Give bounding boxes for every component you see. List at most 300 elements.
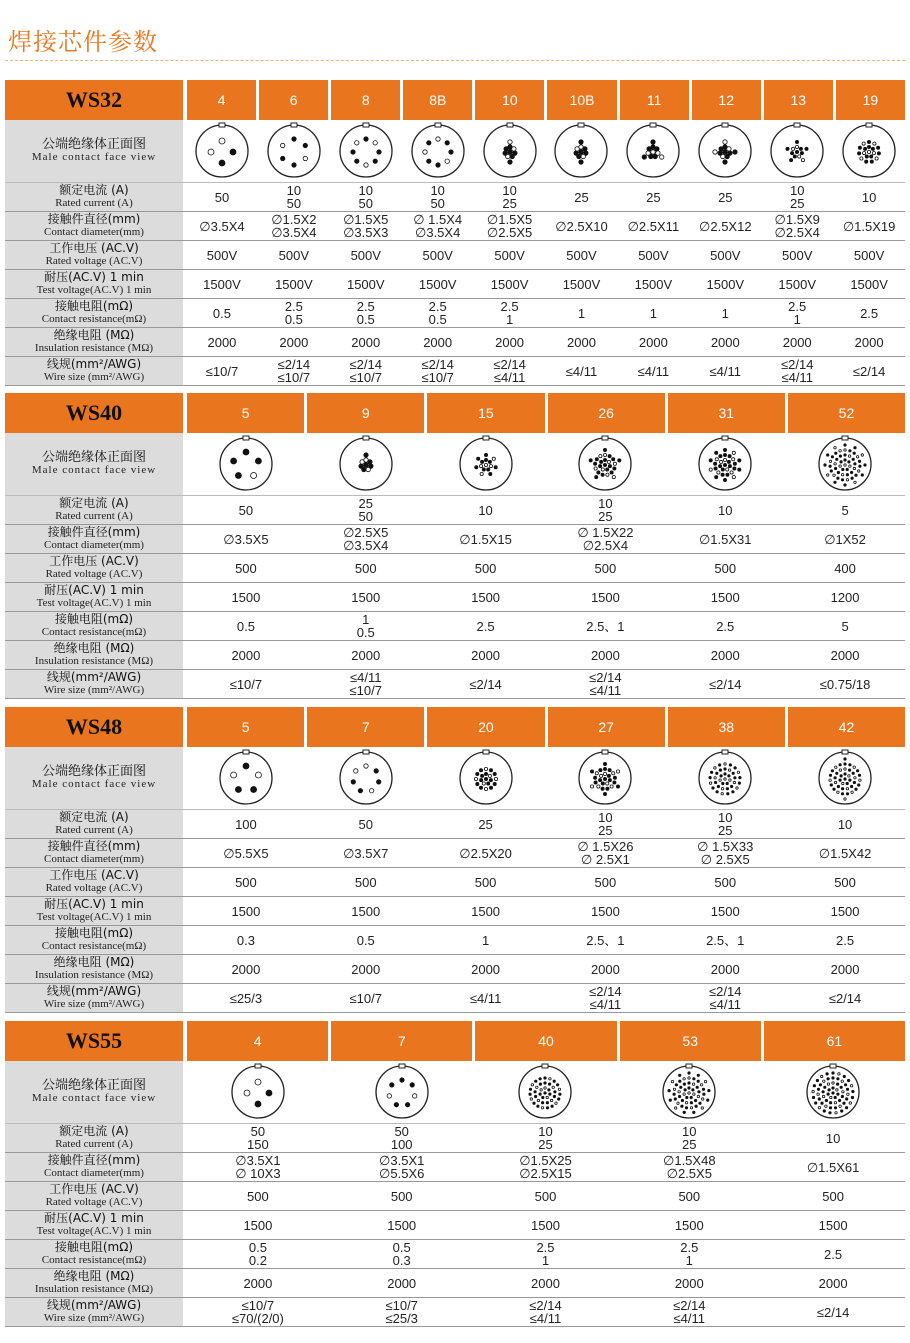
contact-pin bbox=[608, 774, 611, 777]
spec-value: 50 bbox=[394, 1124, 409, 1139]
contact-pin bbox=[612, 772, 615, 775]
spec-value: 0.5 bbox=[356, 932, 375, 948]
contact-pin bbox=[832, 1087, 834, 1089]
contact-pin bbox=[734, 462, 737, 465]
spec-value: ≤2/14 bbox=[828, 990, 862, 1006]
spec-value-cell bbox=[186, 299, 258, 327]
spec-value-cell bbox=[665, 496, 785, 524]
contact-pin bbox=[537, 1105, 539, 1107]
contact-pin bbox=[703, 1093, 705, 1095]
contact-pin bbox=[719, 764, 721, 766]
contact-pin bbox=[602, 468, 605, 471]
contact-pin bbox=[684, 1089, 686, 1091]
row-label-cn: 耐压(AC.V) 1 min bbox=[44, 270, 144, 284]
spec-row-test bbox=[5, 1211, 905, 1240]
contact-pin bbox=[841, 1095, 843, 1097]
spec-value: 2.5、1 bbox=[586, 618, 625, 634]
spec-value-cell bbox=[186, 955, 306, 983]
contact-pin bbox=[724, 458, 727, 461]
row-label-insulation bbox=[5, 955, 186, 983]
contact-pin bbox=[849, 1102, 851, 1104]
spec-value: 1500V bbox=[850, 276, 888, 292]
contact-pin bbox=[579, 150, 583, 154]
contact-pin bbox=[480, 460, 483, 463]
contact-pin bbox=[600, 460, 603, 463]
spec-value: ≤2/14 bbox=[421, 357, 454, 372]
spec-value-cell bbox=[330, 183, 402, 211]
row-label-en: Rated voltage (AC.V) bbox=[45, 882, 143, 894]
spec-value-cell bbox=[545, 525, 665, 553]
spec-value: ≤2/14 bbox=[589, 984, 622, 999]
spec-value: 100 bbox=[390, 1137, 413, 1152]
series-header bbox=[5, 393, 905, 433]
contact-pin bbox=[364, 137, 368, 141]
contact-pin bbox=[841, 793, 843, 795]
spec-value: 500 bbox=[235, 560, 257, 576]
contact-pin bbox=[827, 474, 829, 476]
spec-value: ≤0.75/18 bbox=[819, 676, 871, 692]
spec-value: 500 bbox=[354, 560, 377, 576]
contact-pin bbox=[544, 1077, 546, 1079]
contact-pin bbox=[714, 777, 716, 779]
spec-value: 2.5 bbox=[428, 299, 447, 314]
connector-face-diagram bbox=[661, 1064, 717, 1120]
contact-pin bbox=[727, 147, 731, 151]
spec-row-current bbox=[5, 1124, 905, 1153]
contact-pin bbox=[865, 155, 868, 158]
row-label-cn: 额定电流 (A) bbox=[59, 1124, 129, 1138]
row-label-face bbox=[5, 747, 186, 809]
face-cell bbox=[186, 433, 306, 495]
spec-value: 500V bbox=[853, 247, 885, 263]
contact-pin bbox=[507, 140, 511, 144]
face-cell bbox=[545, 433, 665, 495]
contact-pin bbox=[852, 1090, 854, 1092]
spec-value-cell bbox=[426, 810, 546, 838]
spec-value-cell bbox=[689, 270, 761, 298]
spec-cells bbox=[186, 810, 905, 838]
contact-pin bbox=[683, 1083, 685, 1085]
spec-value: 0.5 bbox=[236, 618, 255, 634]
contact-pin bbox=[507, 150, 511, 154]
spec-value-cell bbox=[761, 357, 833, 385]
spec-value-cell bbox=[617, 1211, 761, 1239]
row-label-cn: 线规(mm²/AWG) bbox=[46, 357, 142, 371]
contact-pin bbox=[830, 784, 832, 786]
contact-pin bbox=[604, 463, 607, 466]
spec-value: 25 bbox=[502, 196, 517, 211]
spec-value-cell bbox=[545, 641, 665, 669]
contact-pin bbox=[674, 1088, 676, 1090]
spec-value-cell bbox=[761, 212, 833, 240]
spec-value: 2.5、1 bbox=[706, 932, 745, 948]
contact-pin bbox=[647, 147, 651, 151]
spec-value: 1500V bbox=[562, 276, 601, 292]
contact-pin bbox=[475, 782, 478, 785]
row-label-cn: 工作电压 (AC.V) bbox=[49, 554, 139, 568]
row-label-cn: 接触件直径(mm) bbox=[47, 212, 141, 226]
spec-value: ∅2.5X4 bbox=[582, 538, 629, 553]
spec-value-cell bbox=[617, 1153, 761, 1181]
contact-pin bbox=[445, 141, 449, 145]
row-label-cn: 线规(mm²/AWG) bbox=[46, 1298, 142, 1312]
spec-value-cell bbox=[617, 299, 689, 327]
contact-pin bbox=[724, 768, 726, 770]
spec-value-cell bbox=[186, 641, 306, 669]
contact-pin bbox=[719, 769, 721, 771]
row-label-cn: 公端绝缘体正面图 bbox=[41, 764, 146, 779]
contact-pin bbox=[817, 1088, 819, 1090]
contact-pin bbox=[594, 462, 597, 465]
spec-value-cell bbox=[186, 583, 306, 611]
row-label-voltage bbox=[5, 1182, 186, 1210]
spec-value-cell bbox=[474, 1298, 618, 1326]
contact-pin bbox=[488, 774, 491, 777]
contact-pin bbox=[837, 791, 839, 793]
connector-face-diagram bbox=[517, 1064, 573, 1120]
row-label-en: Rated current (A) bbox=[55, 197, 133, 209]
spec-value: 2000 bbox=[471, 647, 501, 663]
contact-pin bbox=[821, 1102, 823, 1104]
contact-pin bbox=[827, 1083, 829, 1085]
spec-value: 2000 bbox=[674, 1275, 704, 1291]
spec-row-voltage bbox=[5, 868, 905, 897]
spec-cells bbox=[186, 1269, 905, 1297]
contact-pin bbox=[594, 781, 597, 784]
spec-value: 500 bbox=[390, 1188, 413, 1204]
contact-pin bbox=[494, 466, 497, 469]
spec-value-cell bbox=[617, 1124, 761, 1152]
contact-pin bbox=[805, 147, 808, 150]
contact-pin bbox=[822, 1095, 824, 1097]
spec-value: 2.5 bbox=[860, 305, 879, 321]
spec-value: 10 bbox=[837, 816, 853, 832]
contact-pin bbox=[486, 468, 489, 471]
spec-value: 25 bbox=[538, 1137, 553, 1152]
spec-value-cell bbox=[474, 1124, 618, 1152]
contact-pin bbox=[688, 1092, 690, 1094]
spec-value-cell bbox=[330, 1298, 474, 1326]
connector-face-diagram bbox=[338, 123, 394, 179]
row-label-cn: 线规(mm²/AWG) bbox=[46, 670, 142, 684]
row-label-en: Insulation resistance (MΩ) bbox=[34, 342, 154, 354]
contact-pin bbox=[604, 792, 607, 795]
spec-value-cell bbox=[330, 1240, 474, 1268]
spec-value: 2.5 bbox=[716, 618, 735, 634]
spec-value: 2000 bbox=[351, 647, 381, 663]
contact-pin bbox=[850, 785, 852, 787]
spec-value: ≤2/14 bbox=[349, 357, 382, 372]
contact-pin bbox=[843, 1102, 845, 1104]
contact-pin bbox=[825, 1105, 827, 1107]
contact-pin bbox=[852, 772, 854, 774]
contact-pin bbox=[877, 146, 880, 149]
contact-pin bbox=[231, 772, 237, 778]
spec-value: 2000 bbox=[567, 334, 596, 350]
contact-pin bbox=[837, 785, 839, 787]
contact-pin bbox=[850, 471, 852, 473]
spec-value-cell bbox=[186, 868, 306, 896]
contact-pin bbox=[841, 1080, 843, 1082]
spec-value-cell bbox=[474, 357, 546, 385]
contact-pin bbox=[834, 1102, 836, 1104]
contact-pin bbox=[853, 467, 855, 469]
spec-value-cell bbox=[306, 583, 426, 611]
contact-pin bbox=[542, 1096, 544, 1098]
spec-value: 0.5 bbox=[284, 312, 303, 327]
spec-value: ∅1.5X15 bbox=[459, 531, 512, 547]
contact-pin bbox=[559, 1093, 561, 1095]
contact-pin bbox=[728, 460, 731, 463]
pin-code-header: 7 bbox=[307, 707, 424, 747]
contact-pin bbox=[715, 451, 718, 454]
row-label-en: Wire size (mm²/AWG) bbox=[43, 1312, 145, 1324]
contact-pin bbox=[821, 1075, 823, 1077]
contact-pin bbox=[549, 1093, 551, 1095]
face-cell bbox=[186, 747, 306, 809]
series-table-ws55 bbox=[5, 1021, 905, 1327]
spec-value: 500 bbox=[714, 560, 737, 576]
spec-row-test bbox=[5, 270, 905, 299]
connector-face-diagram bbox=[817, 750, 873, 806]
connector-face-diagram bbox=[266, 123, 322, 179]
spec-cells bbox=[186, 868, 905, 896]
contact-pin bbox=[723, 150, 727, 154]
spec-value-cell bbox=[689, 241, 761, 269]
contact-pin bbox=[230, 149, 236, 155]
contact-pin bbox=[544, 1082, 546, 1084]
contact-pin bbox=[798, 155, 801, 158]
face-cell bbox=[306, 747, 426, 809]
spec-value-cell bbox=[186, 357, 258, 385]
contact-pin bbox=[697, 1080, 699, 1082]
contact-pin bbox=[845, 1107, 847, 1109]
row-label-cn: 接触电阻(mΩ) bbox=[54, 612, 134, 626]
contact-pin bbox=[280, 156, 284, 160]
contact-pin bbox=[829, 460, 831, 462]
contact-pin bbox=[837, 477, 839, 479]
contact-pin bbox=[681, 1099, 683, 1101]
spec-value: 2000 bbox=[830, 961, 860, 977]
contact-pin bbox=[544, 1092, 546, 1094]
contact-pin bbox=[693, 1083, 695, 1085]
spec-value: 2000 bbox=[638, 334, 668, 350]
row-label-en: Rated current (A) bbox=[55, 824, 133, 836]
contact-pin bbox=[360, 460, 364, 464]
spec-value: 2000 bbox=[590, 647, 620, 663]
spec-value-cell bbox=[186, 670, 306, 698]
spec-value: 2000 bbox=[243, 1275, 273, 1291]
contact-pin bbox=[844, 454, 846, 456]
spec-value: ≤4/11 bbox=[637, 363, 670, 379]
spec-value: ∅2.5X10 bbox=[555, 218, 608, 234]
contact-pin bbox=[817, 1093, 819, 1095]
row-label-current bbox=[5, 810, 186, 838]
spec-value: 400 bbox=[834, 560, 856, 576]
spec-value-cell bbox=[617, 241, 689, 269]
row-label-diameter bbox=[5, 212, 186, 240]
contact-pin bbox=[474, 466, 477, 469]
series-name: WS55 bbox=[5, 1021, 183, 1061]
spec-value: ≤2/14 bbox=[852, 363, 886, 379]
row-label-cn: 接触电阻(mΩ) bbox=[54, 926, 134, 940]
spec-cells bbox=[186, 583, 905, 611]
spec-value-cell bbox=[761, 241, 833, 269]
contact-pin bbox=[827, 1093, 829, 1095]
contact-pin bbox=[554, 1095, 556, 1097]
row-label-wire bbox=[5, 1298, 186, 1326]
spec-value: 2.5 bbox=[680, 1240, 699, 1255]
contact-pin bbox=[591, 770, 594, 773]
contact-pin bbox=[488, 472, 491, 475]
contact-pin bbox=[708, 1089, 710, 1091]
spec-value-cell bbox=[761, 299, 833, 327]
contact-pin bbox=[835, 1112, 837, 1114]
contact-pin bbox=[235, 787, 241, 793]
spec-value: ≤2/14 bbox=[493, 357, 526, 372]
contact-pin bbox=[705, 1080, 707, 1082]
contact-pin bbox=[851, 1096, 853, 1098]
spec-value: 1500 bbox=[710, 903, 740, 919]
spec-value: ∅1.5X5 bbox=[343, 212, 389, 227]
spec-value-cell bbox=[402, 241, 474, 269]
spec-value: 500 bbox=[834, 874, 856, 890]
contact-pin bbox=[686, 1107, 688, 1109]
row-label-en: Test voltage(AC.V) 1 min bbox=[36, 911, 152, 923]
spec-value: 25 bbox=[358, 496, 373, 511]
spec-value-cell bbox=[833, 299, 905, 327]
contact-pin bbox=[600, 774, 603, 777]
contact-pin bbox=[642, 155, 646, 159]
contact-pin bbox=[858, 784, 860, 786]
spec-value-cell bbox=[545, 984, 665, 1012]
spec-value-cell bbox=[186, 212, 258, 240]
contact-pin bbox=[255, 1101, 261, 1107]
contact-pin bbox=[732, 772, 734, 774]
series-header bbox=[5, 1021, 905, 1061]
contact-pin bbox=[548, 1089, 550, 1091]
spec-cells bbox=[186, 1211, 905, 1239]
contact-pin bbox=[673, 1093, 675, 1095]
spec-value: ≤2/14 bbox=[277, 357, 311, 372]
contact-pin bbox=[837, 1078, 839, 1080]
contact-pin bbox=[812, 1090, 814, 1092]
contact-pin bbox=[292, 137, 296, 141]
contact-pin bbox=[721, 473, 724, 476]
spec-value-cell bbox=[186, 554, 306, 582]
spec-value: ≤2/14 bbox=[709, 676, 742, 692]
spec-row-resistance bbox=[5, 612, 905, 641]
contact-pin bbox=[837, 471, 839, 473]
spec-value: ≤4/11 bbox=[350, 670, 382, 685]
contact-pin bbox=[552, 1086, 554, 1088]
spec-value: 2.5 bbox=[836, 932, 855, 948]
contact-pin bbox=[733, 467, 736, 470]
pin-code-header: 38 bbox=[668, 707, 785, 747]
spec-cells bbox=[186, 612, 905, 640]
spec-value: 2000 bbox=[590, 961, 620, 977]
spec-value: 50 bbox=[358, 509, 373, 524]
spec-value-cell bbox=[186, 525, 306, 553]
spec-value-cell bbox=[545, 926, 665, 954]
row-label-cn: 接触件直径(mm) bbox=[47, 1153, 141, 1167]
contact-pin bbox=[844, 758, 846, 760]
spec-value-cell bbox=[689, 183, 761, 211]
spec-value: 0.2 bbox=[248, 1253, 267, 1268]
spec-value-cell bbox=[665, 525, 785, 553]
contact-pin bbox=[855, 788, 857, 790]
pin-code-header: 7 bbox=[331, 1021, 472, 1061]
spec-value-cell bbox=[474, 1182, 618, 1210]
contact-pin bbox=[839, 450, 841, 452]
spec-value-cell bbox=[665, 583, 785, 611]
spec-row-insulation bbox=[5, 328, 905, 357]
connector-face-diagram bbox=[697, 436, 753, 492]
contact-pin bbox=[724, 463, 727, 466]
spec-value-cell bbox=[761, 1211, 905, 1239]
series-name: WS40 bbox=[5, 393, 183, 433]
contact-pin bbox=[864, 464, 866, 466]
spec-cells bbox=[186, 897, 905, 925]
contact-pin bbox=[601, 787, 604, 790]
contact-pin bbox=[802, 159, 805, 162]
row-label-en: Rated current (A) bbox=[55, 510, 133, 522]
contact-pin bbox=[612, 458, 615, 461]
spec-value: ∅3.5X4 bbox=[199, 218, 245, 234]
spec-value-cell bbox=[186, 1298, 330, 1326]
spec-value-cell bbox=[546, 299, 618, 327]
spec-value: ∅2.5X5 bbox=[666, 1166, 712, 1181]
contact-pin bbox=[829, 779, 831, 781]
contact-pin bbox=[373, 141, 377, 145]
spec-row-test bbox=[5, 897, 905, 926]
spec-value-cell bbox=[545, 897, 665, 925]
contact-pin bbox=[846, 793, 848, 795]
face-view-row bbox=[5, 1061, 905, 1124]
contact-pin bbox=[618, 459, 621, 462]
contact-pin bbox=[834, 481, 836, 483]
connector-face-diagram bbox=[697, 750, 753, 806]
contact-pin bbox=[369, 789, 373, 793]
row-label-resistance bbox=[5, 926, 186, 954]
spec-value-cell bbox=[665, 554, 785, 582]
spec-value: 500 bbox=[594, 560, 617, 576]
spec-value: 2000 bbox=[351, 334, 381, 350]
pin-code-header: 19 bbox=[836, 80, 905, 120]
spec-value: 500V bbox=[494, 247, 525, 263]
spec-value-cell bbox=[545, 612, 665, 640]
spec-value-cell bbox=[186, 926, 306, 954]
spec-value-cell bbox=[474, 328, 546, 356]
contact-pin bbox=[303, 143, 307, 147]
spec-value-cell bbox=[330, 212, 402, 240]
pin-code-header: 13 bbox=[764, 80, 833, 120]
connector-face-diagram bbox=[458, 750, 514, 806]
contact-pin bbox=[474, 777, 477, 780]
contact-pin bbox=[617, 770, 620, 773]
contact-pin bbox=[734, 777, 736, 779]
spec-row-insulation bbox=[5, 641, 905, 670]
contact-pin bbox=[597, 471, 600, 474]
spec-value: 2000 bbox=[351, 961, 381, 977]
row-label-cn: 公端绝缘体正面图 bbox=[41, 1078, 146, 1093]
contact-pin bbox=[697, 1095, 699, 1097]
contact-pin bbox=[824, 1086, 826, 1088]
spec-value: 25 bbox=[598, 823, 613, 838]
spec-cells bbox=[186, 955, 905, 983]
spec-value: ≤25/3 bbox=[229, 990, 263, 1006]
spec-value: ≤4/11 bbox=[589, 683, 622, 698]
